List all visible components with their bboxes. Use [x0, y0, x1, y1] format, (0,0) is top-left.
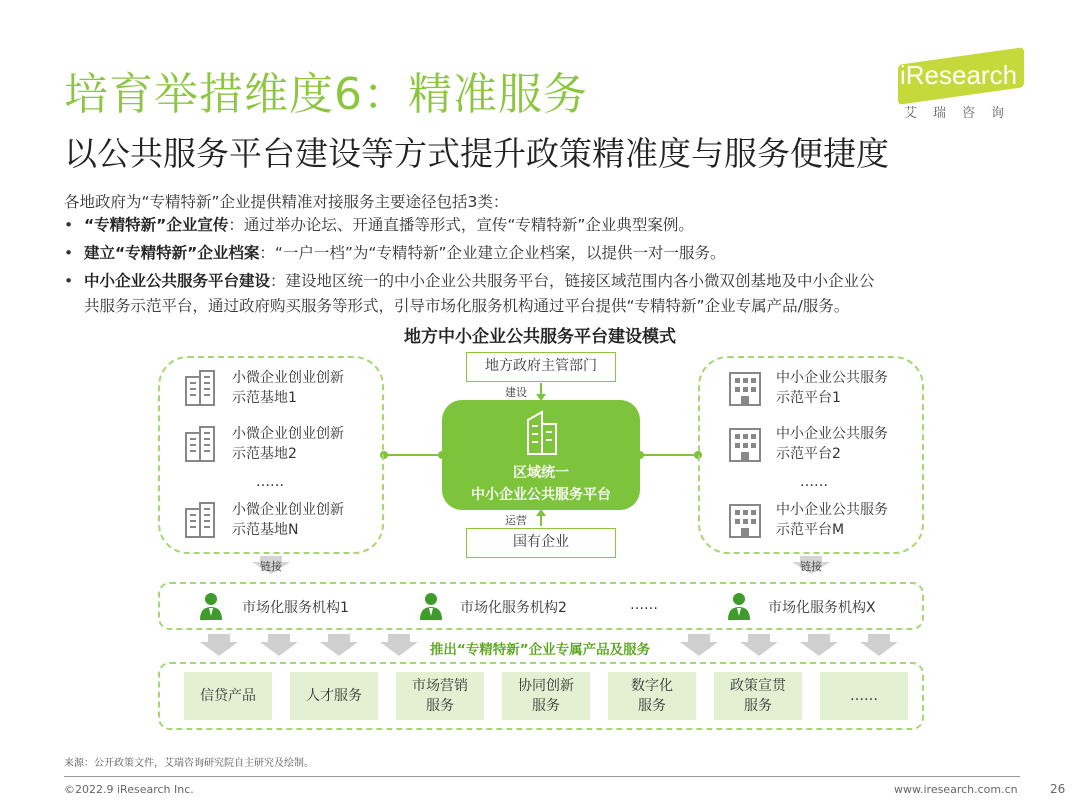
- page-subtitle: 以公共服务平台建设等方式提升政策精准度与服务便捷度: [64, 134, 889, 173]
- service-line2: 服务: [744, 698, 772, 714]
- left-ellipsis: ……: [256, 474, 284, 490]
- base-item: [182, 368, 344, 408]
- service-line1: ……: [850, 688, 878, 704]
- bullet-item: • 建立“专精特新”企业档案：“一户一档”为“专精特新”企业建立企业档案，以提供一对一服务。: [64, 244, 726, 262]
- platform-line1: 中小企业公共服务: [776, 502, 888, 518]
- page-title: 培育举措维度6：精准服务: [64, 69, 588, 120]
- platform-line1: 中小企业公共服务: [776, 370, 888, 386]
- bullet-bold: 中小企业公共服务平台建设: [84, 272, 271, 290]
- building-icon: [182, 425, 220, 463]
- gov-department-box: 地方政府主管部门: [466, 352, 616, 382]
- link-label-left: 链接: [260, 560, 282, 573]
- base-line1: 小微企业创业创新: [232, 370, 344, 386]
- base-line2: 示范基地1: [232, 390, 297, 406]
- platform-item: [726, 500, 888, 540]
- platform-line1: 中小企业公共服务: [776, 426, 888, 442]
- build-label: 建设: [505, 386, 527, 399]
- bullet-text: ：建设地区统一的中小企业公共服务平台，链接区域范围内各小微双创基地及中小企业公: [270, 272, 875, 290]
- bullet-item: • “专精特新”企业宣传：通过举办论坛、开通直播等形式，宣传“专精特新”企业典型案例。: [64, 216, 694, 234]
- central-platform: [442, 400, 640, 510]
- platform-line2: 示范平台M: [776, 522, 845, 538]
- service-item: [714, 672, 802, 720]
- office-building-icon: [726, 369, 764, 407]
- platform-item: [726, 368, 888, 408]
- agency-label: 市场化服务机构1: [242, 600, 349, 616]
- central-line2: 中小企业公共服务平台: [471, 487, 611, 503]
- person-icon: [420, 592, 442, 620]
- base-item: [182, 500, 344, 540]
- service-item: [608, 672, 696, 720]
- person-icon: [200, 592, 222, 620]
- bullet-item: • 中小企业公共服务平台建设：建设地区统一的中小企业公共服务平台，链接区域范围内各小微双创基地及中小企业公: [64, 272, 875, 290]
- service-line2: 服务: [426, 698, 454, 714]
- bullet-continuation: 共服务示范平台，通过政府购买服务等形式，引导市场化服务机构通过平台提供“专精特新”企业专属产品/服务。: [84, 297, 850, 315]
- service-item: [290, 672, 378, 720]
- service-line1: 市场营销: [412, 678, 468, 694]
- agency-label: 市场化服务机构X: [768, 600, 876, 616]
- logo-brand: iResearch: [900, 60, 1018, 90]
- service-line2: 服务: [638, 698, 666, 714]
- platform-line2: 示范平台1: [776, 390, 841, 406]
- base-line2: 示范基地N: [232, 522, 299, 538]
- service-line1: 协同创新: [518, 678, 574, 694]
- logo-cn: 艾瑞咨询: [904, 106, 1021, 121]
- base-line2: 示范基地2: [232, 446, 297, 462]
- agency-ellipsis: ……: [630, 597, 658, 613]
- bullet-text: ：通过举办论坛、开通直播等形式，宣传“专精特新”企业典型案例。: [228, 216, 694, 234]
- service-line1: 数字化: [631, 678, 673, 694]
- agency-label: 市场化服务机构2: [460, 600, 567, 616]
- service-item: [184, 672, 272, 720]
- website-link[interactable]: www.iresearch.com.cn: [894, 783, 1018, 796]
- source-note: 来源：公开政策文件，艾瑞咨询研究院自主研究及绘制。: [64, 758, 314, 769]
- service-line2: 服务: [532, 698, 560, 714]
- building-icon: [182, 369, 220, 407]
- products-label: 推出“专精特新”企业专属产品及服务: [429, 642, 651, 658]
- bullet-bold: 建立“专精特新”企业档案: [84, 244, 260, 262]
- building-icon: [182, 501, 220, 539]
- link-label-right: 链接: [800, 560, 822, 573]
- service-line1: 信贷产品: [200, 688, 256, 704]
- building-icon: [522, 410, 562, 456]
- page-number: 26: [1050, 782, 1066, 796]
- diagram-title: 地方中小企业公共服务平台建设模式: [404, 327, 676, 347]
- service-item: [396, 672, 484, 720]
- bullet-bold: “专精特新”企业宣传: [84, 216, 229, 234]
- base-item: [182, 424, 344, 464]
- operate-label: 运营: [505, 514, 527, 527]
- footer-divider: [64, 776, 1020, 777]
- office-building-icon: [726, 501, 764, 539]
- copyright: ©2022.9 iResearch Inc.: [64, 783, 194, 796]
- service-line1: 政策宣贯: [730, 678, 786, 694]
- service-line1: 人才服务: [306, 688, 362, 704]
- platform-item: [726, 424, 888, 464]
- central-line1: 区域统一: [513, 465, 569, 481]
- base-line1: 小微企业创业创新: [232, 502, 344, 518]
- office-building-icon: [726, 425, 764, 463]
- person-icon: [728, 592, 750, 620]
- base-line1: 小微企业创业创新: [232, 426, 344, 442]
- service-item: [820, 672, 908, 720]
- bullet-text: ：“一户一档”为“专精特新”企业建立企业档案，以提供一对一服务。: [259, 244, 726, 262]
- right-ellipsis: ……: [800, 474, 828, 490]
- platform-line2: 示范平台2: [776, 446, 841, 462]
- service-item: [502, 672, 590, 720]
- intro-text: 各地政府为“专精特新”企业提供精准对接服务主要途径包括3类：: [64, 193, 509, 211]
- state-enterprise-box: 国有企业: [466, 528, 616, 558]
